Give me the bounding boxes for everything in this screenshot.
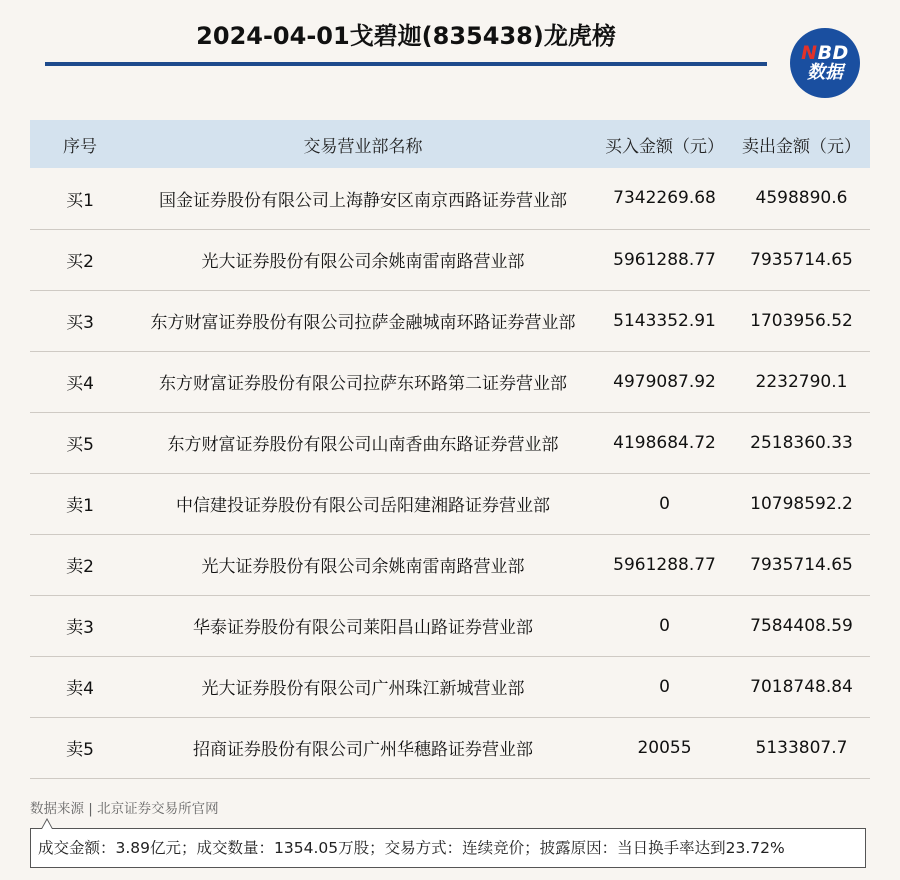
row-sell: 2518360.33 bbox=[750, 432, 853, 453]
row-seq: 卖5 bbox=[66, 740, 94, 760]
row-name: 光大证券股份有限公司余姚南雷南路营业部 bbox=[201, 252, 525, 272]
row-name: 华泰证券股份有限公司莱阳昌山路证券营业部 bbox=[193, 618, 533, 638]
table-row bbox=[30, 351, 870, 412]
row-name: 中信建投证券股份有限公司岳阳建湘路证券营业部 bbox=[176, 496, 550, 516]
row-buy: 4979087.92 bbox=[613, 371, 716, 392]
note-pointer-fill bbox=[42, 820, 52, 829]
table-row bbox=[30, 656, 870, 717]
row-buy: 5961288.77 bbox=[613, 249, 716, 270]
row-buy: 0 bbox=[659, 676, 670, 697]
row-name: 东方财富证券股份有限公司拉萨东环路第二证券营业部 bbox=[159, 374, 567, 394]
row-buy: 7342269.68 bbox=[613, 188, 716, 209]
row-buy: 0 bbox=[659, 615, 670, 636]
row-sell: 2232790.1 bbox=[755, 371, 848, 392]
row-name: 东方财富证券股份有限公司山南香曲东路证券营业部 bbox=[167, 435, 559, 455]
row-sell: 7018748.84 bbox=[750, 676, 853, 697]
data-source: 数据来源 | 北京证券交易所官网 bbox=[30, 801, 219, 817]
page-title: 2024-04-01戈碧迦(835438)龙虎榜 bbox=[196, 22, 616, 50]
row-seq: 卖2 bbox=[66, 557, 94, 577]
col-header-buy: 买入金额（元） bbox=[605, 136, 724, 157]
table-row bbox=[30, 229, 870, 290]
row-sell: 1703956.52 bbox=[750, 310, 853, 331]
row-sell: 4598890.6 bbox=[755, 188, 848, 209]
row-buy: 20055 bbox=[637, 737, 692, 758]
row-seq: 卖3 bbox=[66, 618, 94, 638]
row-sell: 7584408.59 bbox=[750, 615, 853, 636]
row-sell: 5133807.7 bbox=[755, 737, 848, 758]
logo-nbd-text: NBD bbox=[801, 41, 849, 64]
dragon-tiger-table bbox=[30, 120, 870, 779]
table-row bbox=[30, 168, 870, 229]
row-sell: 7935714.65 bbox=[750, 249, 853, 270]
row-seq: 买4 bbox=[66, 374, 94, 394]
row-seq: 卖4 bbox=[66, 679, 94, 699]
table-row bbox=[30, 473, 870, 534]
table-row bbox=[30, 290, 870, 351]
row-seq: 买5 bbox=[66, 435, 94, 455]
col-header-name: 交易营业部名称 bbox=[303, 136, 423, 157]
table-row bbox=[30, 412, 870, 473]
col-header-sell: 卖出金额（元） bbox=[742, 136, 861, 157]
col-header-seq: 序号 bbox=[63, 136, 97, 157]
row-name: 光大证券股份有限公司广州珠江新城营业部 bbox=[201, 679, 525, 699]
row-buy: 5961288.77 bbox=[613, 554, 716, 575]
row-buy: 5143352.91 bbox=[613, 310, 716, 331]
row-sell: 7935714.65 bbox=[750, 554, 853, 575]
row-name: 招商证券股份有限公司广州华穗路证券营业部 bbox=[193, 740, 533, 760]
row-name: 国金证券股份有限公司上海静安区南京西路证券营业部 bbox=[159, 190, 567, 211]
nbd-logo bbox=[790, 28, 860, 98]
row-name: 东方财富证券股份有限公司拉萨金融城南环路证券营业部 bbox=[150, 313, 576, 333]
row-buy: 0 bbox=[659, 493, 670, 514]
table-row bbox=[30, 595, 870, 656]
row-seq: 买2 bbox=[66, 252, 94, 272]
row-seq: 买3 bbox=[66, 313, 94, 333]
row-sell: 10798592.2 bbox=[750, 493, 853, 514]
row-seq: 买1 bbox=[66, 190, 94, 211]
table-header-row bbox=[30, 120, 870, 168]
logo-data-text: 数据 bbox=[807, 61, 843, 83]
title-underline bbox=[45, 62, 767, 66]
table-row bbox=[30, 534, 870, 595]
row-buy: 4198684.72 bbox=[613, 432, 716, 453]
table-row bbox=[30, 717, 870, 778]
trade-summary-note: 成交金额：3.89亿元；成交数量：1354.05万股；交易方式：连续竞价；披露原因：当日换手率达到23.72% bbox=[30, 828, 866, 868]
row-seq: 卖1 bbox=[66, 496, 94, 516]
row-name: 光大证券股份有限公司余姚南雷南路营业部 bbox=[201, 557, 525, 577]
